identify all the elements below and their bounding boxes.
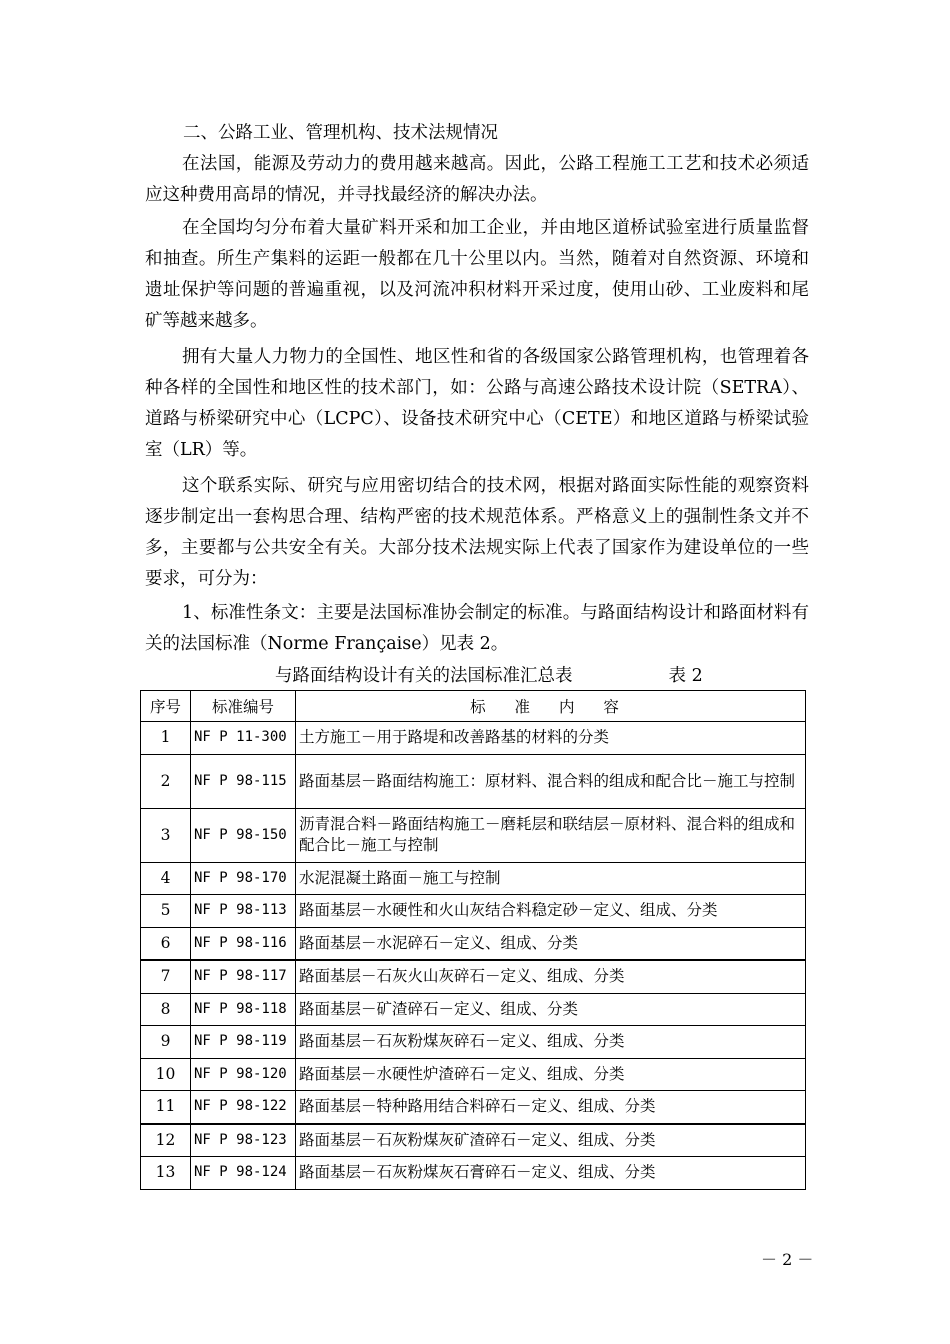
row-number: 3: [141, 808, 191, 862]
table-row: [141, 722, 806, 755]
body-text: [145, 149, 809, 211]
standard-content: 路面基层－石灰粉煤灰碎石－定义、组成、分类: [296, 1026, 806, 1059]
row-number: 10: [141, 1058, 191, 1091]
standard-code: NF P 98-170: [191, 862, 296, 895]
table-row: [141, 1124, 806, 1157]
standard-code: NF P 98-119: [191, 1026, 296, 1059]
table-row: [141, 1026, 806, 1059]
standard-content: 路面基层－水硬性和火山灰结合料稳定砂－定义、组成、分类: [296, 895, 806, 928]
standard-content: 路面基层－水泥碎石－定义、组成、分类: [296, 927, 806, 960]
standard-content: 路面基层－路面结构施工：原材料、混合料的组成和配合比－施工与控制: [296, 754, 806, 808]
paragraph-4: 这个联系实际、研究与应用密切结合的技术网，根据对路面实际性能的观察资料逐步制定出一套构思合理、结构严密的技术规范体系。严格意义上的强制性条文并不多，主要都与公共安全有关。大部分技术法规实际上代表了国家作为建设单位的一些要求，可分为：: [145, 476, 809, 589]
standard-code: NF P 98-115: [191, 754, 296, 808]
row-number: 9: [141, 1026, 191, 1059]
standard-content: 沥青混合料－路面结构施工－磨耗层和联结层－原材料、混合料的组成和配合比－施工与控制: [296, 808, 806, 862]
table-row: [141, 895, 806, 928]
standard-content: 土方施工－用于路堤和改善路基的材料的分类: [296, 722, 806, 755]
body-text: [145, 471, 809, 595]
row-number: 6: [141, 927, 191, 960]
standard-code: NF P 98-122: [191, 1091, 296, 1124]
section-heading: 二、公路工业、管理机构、技术法规情况: [183, 123, 498, 143]
header-code: 标准编号: [191, 691, 296, 722]
table-row: [141, 960, 806, 993]
standards-table: [140, 690, 806, 1190]
page-number: － 2 －: [761, 1250, 814, 1269]
standard-content: 路面基层－水硬性炉渣碎石－定义、组成、分类: [296, 1058, 806, 1091]
row-number: 2: [141, 754, 191, 808]
standard-content: 路面基层－石灰火山灰碎石－定义、组成、分类: [296, 960, 806, 993]
paragraph-2: 在全国均匀分布着大量矿料开采和加工企业，并由地区道桥试验室进行质量监督和抽查。所生产集料的运距一般都在几十公里以内。当然，随着对自然资源、环境和遗址保护等问题的普遍重视，以及河流冲积材料开采过度，使用山砂、工业废料和尾矿等越来越多。: [145, 218, 809, 331]
standard-content: 路面基层－石灰粉煤灰矿渣碎石－定义、组成、分类: [296, 1124, 806, 1157]
table-row: [141, 862, 806, 895]
row-number: 12: [141, 1124, 191, 1157]
row-number: 13: [141, 1157, 191, 1190]
standard-code: NF P 98-118: [191, 993, 296, 1026]
header-no: 序号: [141, 691, 191, 722]
row-number: 1: [141, 722, 191, 755]
row-number: 7: [141, 960, 191, 993]
header-content: 标 准 内 容: [296, 691, 806, 722]
standard-content: 路面基层－特种路用结合料碎石－定义、组成、分类: [296, 1091, 806, 1124]
table-row: [141, 1091, 806, 1124]
table-row: [141, 993, 806, 1026]
paragraph-5: 1、标准性条文：主要是法国标准协会制定的标准。与路面结构设计和路面材料有关的法国标准（Norme Française）见表 2。: [145, 603, 809, 654]
table-row: [141, 1058, 806, 1091]
table-row: [141, 927, 806, 960]
table-row: [141, 808, 806, 862]
table-caption: [275, 663, 703, 689]
row-number: 5: [141, 895, 191, 928]
table-number: 表 2: [668, 666, 703, 686]
standard-content: 路面基层－矿渣碎石－定义、组成、分类: [296, 993, 806, 1026]
standard-code: NF P 98-116: [191, 927, 296, 960]
row-number: 8: [141, 993, 191, 1026]
row-number: 11: [141, 1091, 191, 1124]
standard-code: NF P 98-150: [191, 808, 296, 862]
table-title: 与路面结构设计有关的法国标准汇总表: [275, 666, 573, 686]
standard-code: NF P 98-113: [191, 895, 296, 928]
standard-code: NF P 98-120: [191, 1058, 296, 1091]
body-text: [145, 213, 809, 337]
paragraph-1: 在法国，能源及劳动力的费用越来越高。因此，公路工程施工工艺和技术必须适应这种费用高昂的情况，并寻找最经济的解决办法。: [145, 154, 809, 205]
body-text: [145, 342, 809, 466]
standard-code: NF P 11-300: [191, 722, 296, 755]
paragraph-3: 拥有大量人力物力的全国性、地区性和省的各级国家公路管理机构，也管理着各种各样的全国性和地区性的技术部门，如：公路与高速公路技术设计院（SETRA）、道路与桥梁研究中心（LCPC）、设备技术研究中心（CETE）和地区道路与桥梁试验室（LR）等。: [145, 347, 809, 460]
table-row: [141, 1157, 806, 1190]
standard-code: NF P 98-123: [191, 1124, 296, 1157]
body-text: [145, 598, 809, 660]
standard-code: NF P 98-117: [191, 960, 296, 993]
table-row: [141, 754, 806, 808]
standard-content: 水泥混凝土路面－施工与控制: [296, 862, 806, 895]
row-number: 4: [141, 862, 191, 895]
table-header-row: [141, 691, 806, 722]
standard-code: NF P 98-124: [191, 1157, 296, 1190]
standard-content: 路面基层－石灰粉煤灰石膏碎石－定义、组成、分类: [296, 1157, 806, 1190]
